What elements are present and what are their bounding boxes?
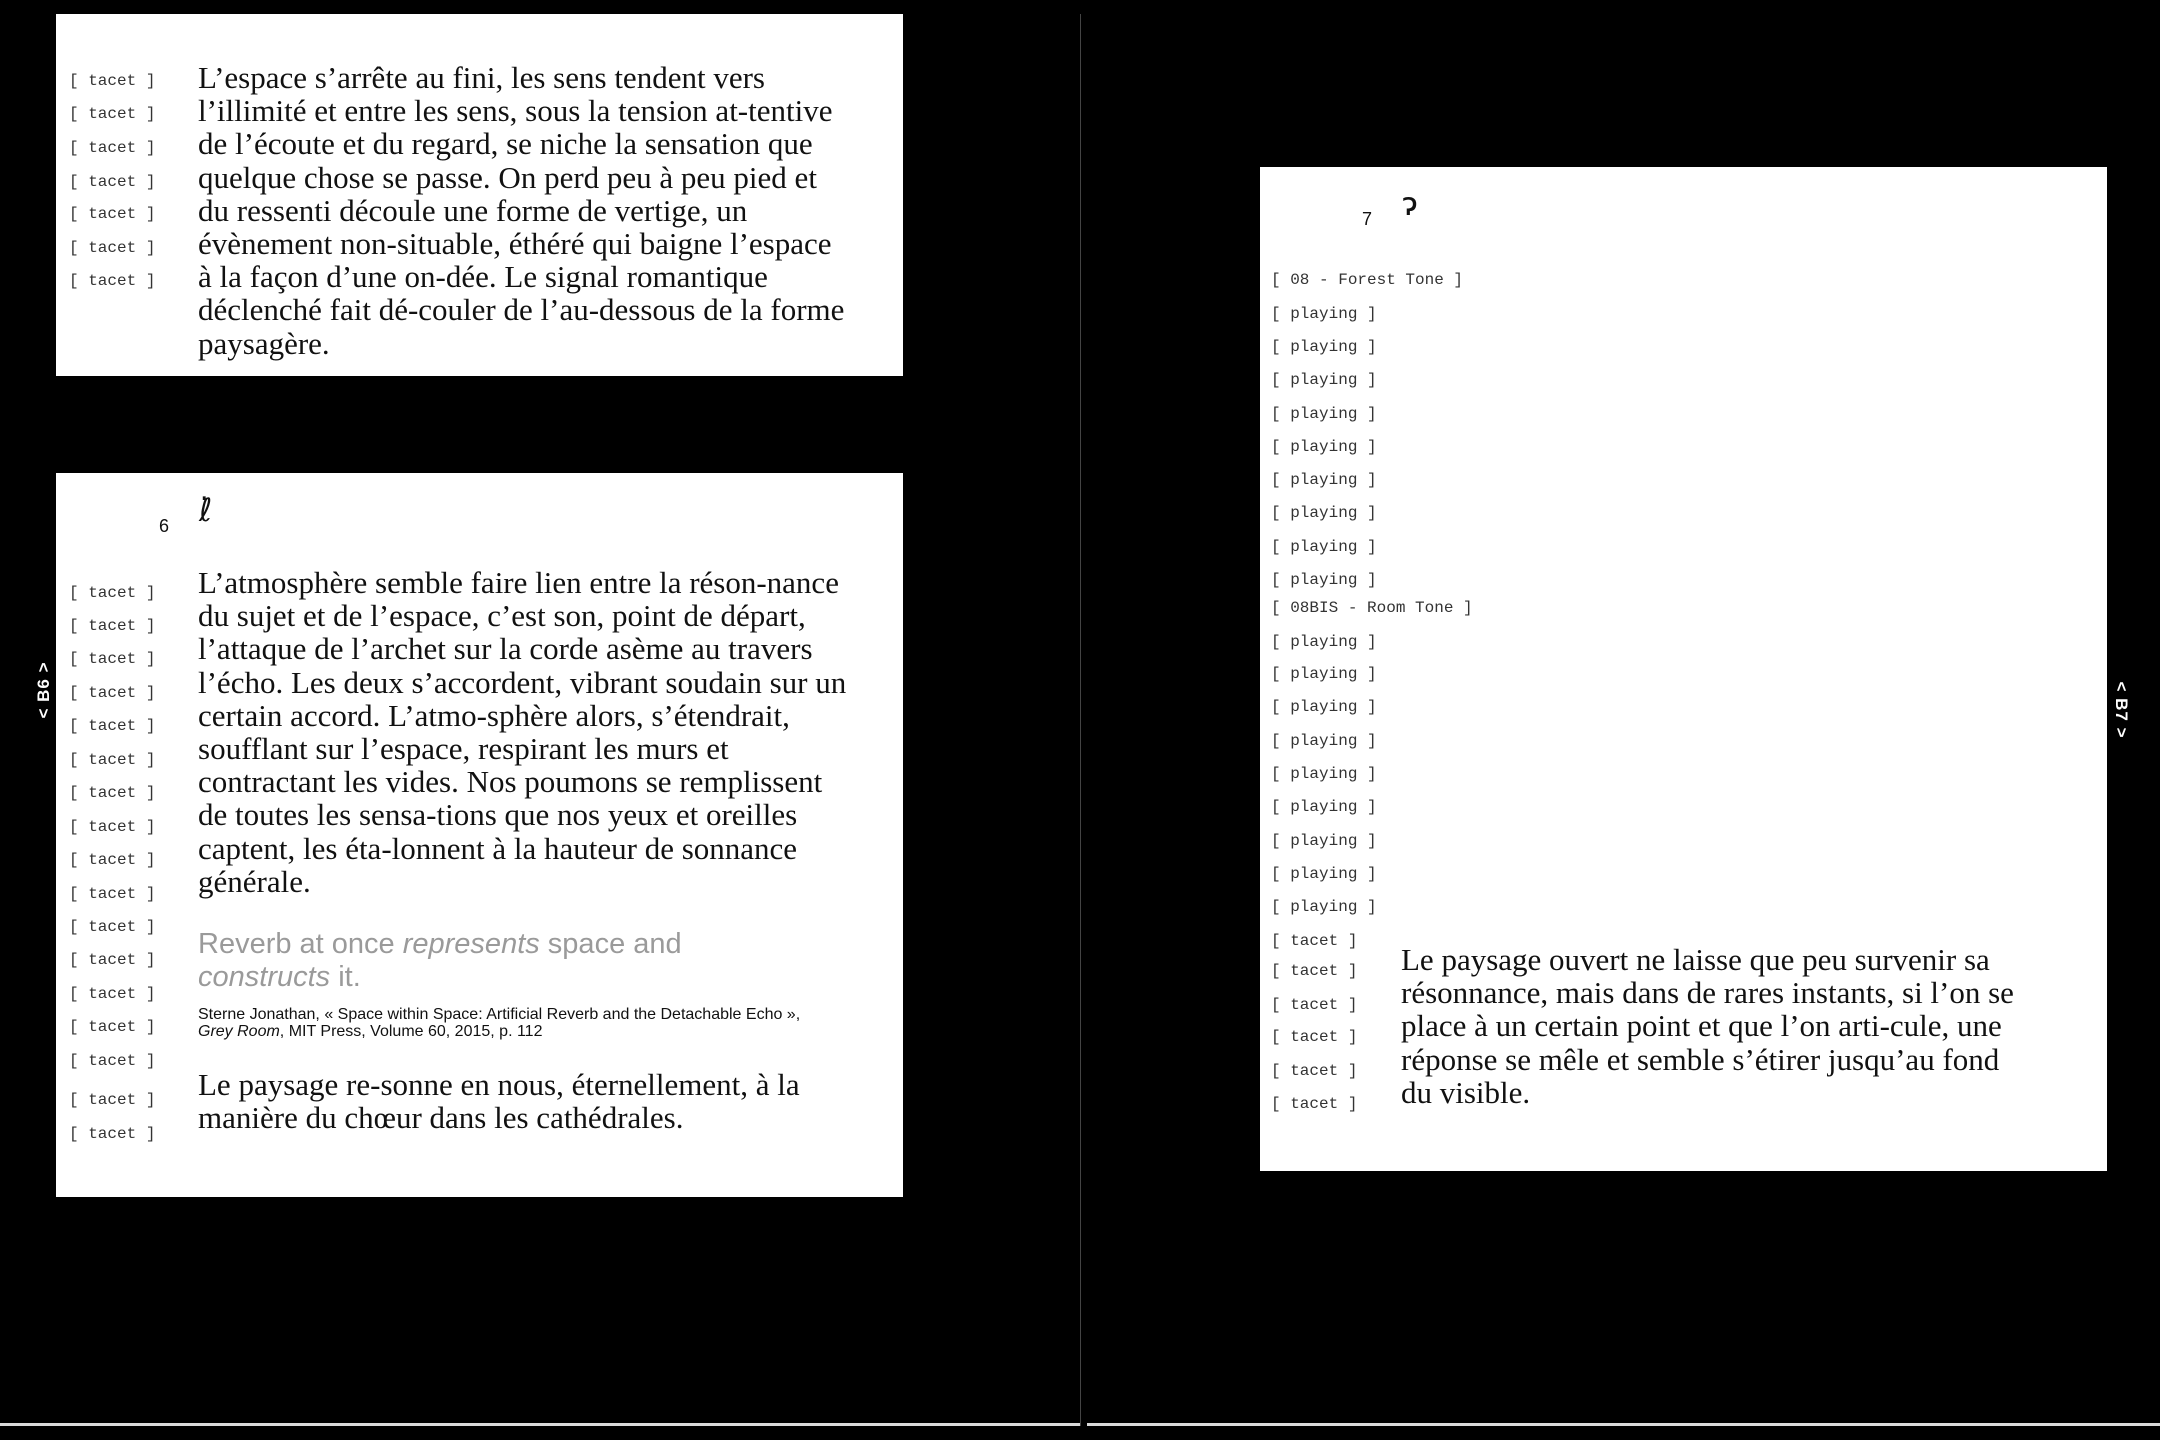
tacet-marker: [ tacet ] <box>69 885 156 903</box>
tacet-marker: [ tacet ] <box>1271 932 1358 950</box>
playing-marker: [ playing ] <box>1271 798 1377 816</box>
pull-quote: Reverb at once represents space and constructs it. <box>198 928 682 993</box>
tacet-marker: [ tacet ] <box>69 173 156 191</box>
tacet-marker: [ tacet ] <box>1271 1028 1358 1046</box>
tacet-marker: [ tacet ] <box>69 105 156 123</box>
tacet-marker: [ tacet ] <box>69 851 156 869</box>
tacet-marker: [ tacet ] <box>69 918 156 936</box>
playing-marker: [ playing ] <box>1271 338 1377 356</box>
track-title: [ 08 - Forest Tone ] <box>1271 271 1464 289</box>
page-number: 7 <box>1362 209 1373 229</box>
tacet-marker: [ tacet ] <box>1271 996 1358 1014</box>
tacet-marker: [ tacet ] <box>69 650 156 668</box>
page-card-seven <box>1260 167 2107 1171</box>
body-paragraph: L’atmosphère semble faire lien entre la réson-nance du sujet et de l’espace, c’est son, point de départ, l’attaque de l’archet sur la corde asème au travers l’écho. Les deux s’accordent, vibrant soudain sur un certain accord. L’atmo-sphère alors, s’étendrait, soufflant sur l’espace, respirant les murs et contractant les vides. Nos poumons se remplissent de toutes les sensa-tions que nos yeux et oreilles captent, les éta-lonnent à la hauteur de sonnance générale. <box>198 565 847 899</box>
next-page-tab[interactable]: < B7 > <box>2112 681 2131 739</box>
playing-marker: [ playing ] <box>1271 898 1377 916</box>
right-page-scroll-line <box>1087 1423 2160 1426</box>
prev-page-tab[interactable]: < B6 > <box>34 661 53 719</box>
playing-marker: [ playing ] <box>1271 732 1377 750</box>
tacet-marker: [ tacet ] <box>69 784 156 802</box>
tacet-marker: [ tacet ] <box>1271 1062 1358 1080</box>
playing-marker: [ playing ] <box>1271 438 1377 456</box>
playing-marker: [ playing ] <box>1271 865 1377 883</box>
left-page-scroll-line <box>0 1423 1080 1426</box>
body-paragraph: Le paysage ouvert ne laisse que peu survenir sa résonnance, mais dans de rares instants, si l’on se place à un certain point et que l’on arti-cule, une réponse se mêle et semble s’étirer jusqu’au fond du visible. <box>1401 942 2014 1110</box>
tacet-marker: [ tacet ] <box>69 205 156 223</box>
playing-marker: [ playing ] <box>1271 471 1377 489</box>
playing-marker: [ playing ] <box>1271 698 1377 716</box>
body-paragraph: L’espace s’arrête au fini, les sens tendent vers l’illimité et entre les sens, sous la tension at-tentive de l’écoute et du regard, se niche la sensation que quelque chose se passe. On perd peu à peu pied et du ressenti découle une forme de vertige, un évènement non-situable, éthéré qui baigne l’espace à la façon d’une on-dée. Le signal romantique déclenché fait dé-couler de l’au-dessous de la forme paysagère. <box>198 60 845 361</box>
playing-marker: [ playing ] <box>1271 571 1377 589</box>
playing-marker: [ playing ] <box>1271 504 1377 522</box>
page-glyph: ɂ <box>1402 185 1418 223</box>
tacet-marker: [ tacet ] <box>69 584 156 602</box>
playing-marker: [ playing ] <box>1271 538 1377 556</box>
tacet-marker: [ tacet ] <box>69 818 156 836</box>
playing-marker: [ playing ] <box>1271 633 1377 651</box>
spread-divider <box>1080 14 1081 1426</box>
tacet-marker: [ tacet ] <box>1271 1095 1358 1113</box>
tacet-marker: [ tacet ] <box>69 684 156 702</box>
playing-marker: [ playing ] <box>1271 405 1377 423</box>
playing-marker: [ playing ] <box>1271 305 1377 323</box>
page-glyph: ℓ̇ <box>199 491 213 529</box>
tacet-marker: [ tacet ] <box>69 239 156 257</box>
page-card-top <box>56 14 903 376</box>
body-paragraph: Le paysage re-sonne en nous, éternellement, à la manière du chœur dans les cathédrales. <box>198 1067 800 1136</box>
tacet-marker: [ tacet ] <box>69 1091 156 1109</box>
tacet-marker: [ tacet ] <box>69 72 156 90</box>
tacet-marker: [ tacet ] <box>69 1018 156 1036</box>
tacet-marker: [ tacet ] <box>69 717 156 735</box>
tacet-marker: [ tacet ] <box>69 272 156 290</box>
page-number: 6 <box>159 516 170 536</box>
tacet-marker: [ tacet ] <box>69 617 156 635</box>
tacet-marker: [ tacet ] <box>69 751 156 769</box>
playing-marker: [ playing ] <box>1271 665 1377 683</box>
page-card-six <box>56 473 903 1197</box>
track-title: [ 08BIS - Room Tone ] <box>1271 599 1473 617</box>
tacet-marker: [ tacet ] <box>69 1052 156 1070</box>
quote-citation: Sterne Jonathan, « Space within Space: Artificial Reverb and the Detachable Echo », Grey Room, MIT Press, Volume 60, 2015, p. 112 <box>198 1006 801 1040</box>
tacet-marker: [ tacet ] <box>69 951 156 969</box>
tacet-marker: [ tacet ] <box>1271 962 1358 980</box>
tacet-marker: [ tacet ] <box>69 985 156 1003</box>
playing-marker: [ playing ] <box>1271 765 1377 783</box>
playing-marker: [ playing ] <box>1271 371 1377 389</box>
tacet-marker: [ tacet ] <box>69 139 156 157</box>
playing-marker: [ playing ] <box>1271 832 1377 850</box>
tacet-marker: [ tacet ] <box>69 1125 156 1143</box>
